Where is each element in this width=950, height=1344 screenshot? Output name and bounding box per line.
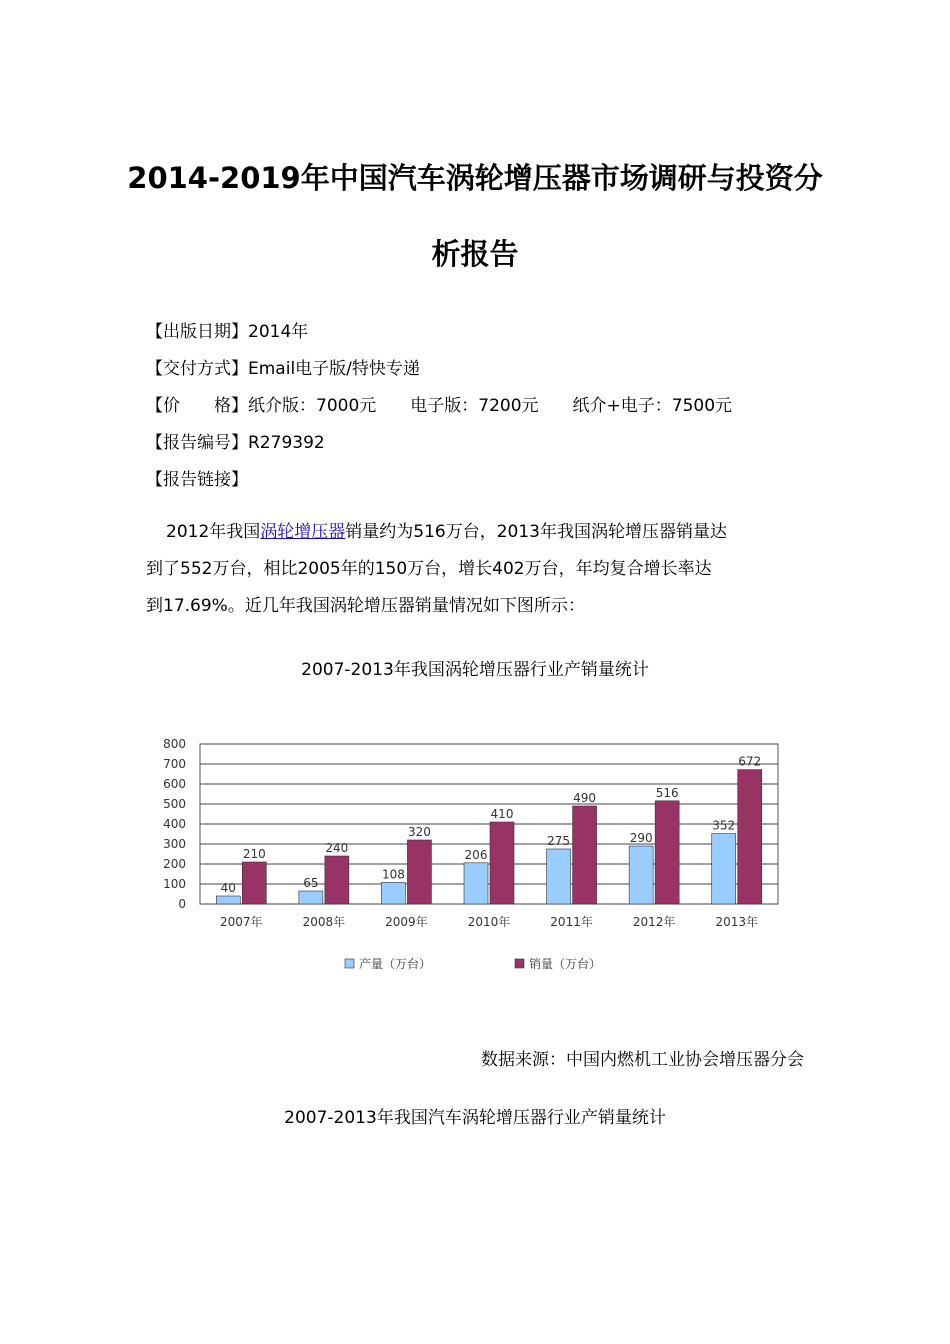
meta-label: 【价 格】 <box>146 396 248 416</box>
meta-value: R279392 <box>248 433 325 453</box>
data-label: 206 <box>464 847 488 862</box>
y-tick-label: 500 <box>163 797 186 811</box>
bar <box>547 849 571 904</box>
bar <box>407 840 431 904</box>
legend-swatch <box>345 959 354 968</box>
bar <box>464 863 488 904</box>
data-label: 320 <box>407 825 431 839</box>
data-label: 290 <box>629 831 653 845</box>
meta-report-link <box>146 465 248 490</box>
x-tick-label: 2012年 <box>632 915 676 929</box>
data-label: 40 <box>220 881 236 895</box>
paragraph-text: 销量约为516万台，2013年我国涡轮增压器销量达 <box>345 522 727 542</box>
bar <box>490 822 514 904</box>
y-tick-label: 100 <box>163 877 186 891</box>
y-tick-label: 300 <box>163 837 186 851</box>
intro-paragraph <box>146 514 826 625</box>
legend-swatch <box>515 959 524 968</box>
meta-label: 【出版日期】 <box>146 322 248 342</box>
data-label: 410 <box>490 807 514 821</box>
meta-price <box>146 391 732 416</box>
bar <box>381 882 405 904</box>
bar <box>216 896 240 904</box>
x-tick-label: 2010年 <box>467 915 511 929</box>
page-title-line-1: 2014-2019年中国汽车涡轮增压器市场调研与投资分 <box>127 161 823 195</box>
chart-caption: 2007-2013年我国涡轮增压器行业产销量统计 <box>301 660 649 680</box>
meta-report-id <box>146 428 325 453</box>
paragraph-text: 2012年我国 <box>166 522 261 542</box>
y-tick-label: 200 <box>163 857 186 871</box>
bar-chart <box>150 728 810 988</box>
x-tick-label: 2013年 <box>715 915 758 929</box>
meta-delivery <box>146 354 420 379</box>
meta-publish-date <box>146 317 308 342</box>
legend-label: 销量（万台） <box>529 957 602 971</box>
meta-label: 【报告链接】 <box>146 470 248 490</box>
data-label: 490 <box>573 791 597 805</box>
data-label: 240 <box>325 841 349 855</box>
y-tick-label: 0 <box>178 897 186 911</box>
y-tick-label: 700 <box>163 757 186 771</box>
turbocharger-link[interactable]: 涡轮增压器 <box>260 522 346 542</box>
bar <box>629 846 653 904</box>
bar <box>738 770 762 904</box>
meta-label: 【交付方式】 <box>146 359 248 379</box>
meta-label: 【报告编号】 <box>146 433 248 453</box>
data-source: 数据来源：中国内燃机工业协会增压器分会 <box>481 1050 804 1070</box>
data-label: 65 <box>303 876 319 890</box>
y-tick-label: 400 <box>163 817 186 831</box>
meta-value: 纸介版：7000元 电子版：7200元 纸介+电子：7500元 <box>248 396 733 416</box>
bar <box>299 891 323 904</box>
meta-value: 2014年 <box>248 322 309 342</box>
table-caption: 2007-2013年我国汽车涡轮增压器行业产销量统计 <box>284 1108 666 1128</box>
y-tick-label: 600 <box>163 777 186 791</box>
bar <box>712 834 736 904</box>
y-tick-label: 800 <box>163 737 186 751</box>
paragraph-line-1 <box>146 514 826 551</box>
bar <box>242 862 266 904</box>
legend-label: 产量（万台） <box>359 957 432 971</box>
bar <box>655 801 679 904</box>
x-tick-label: 2009年 <box>385 915 428 929</box>
x-tick-label: 2008年 <box>302 915 346 929</box>
bar <box>573 806 597 904</box>
data-label: 108 <box>381 867 405 882</box>
x-tick-label: 2011年 <box>550 915 593 929</box>
paragraph-line-3: 到17.69%。近几年我国涡轮增压器销量情况如下图所示： <box>146 596 585 616</box>
data-label: 672 <box>738 754 762 769</box>
x-tick-label: 2007年 <box>220 915 263 929</box>
data-label: 516 <box>655 785 679 800</box>
data-label: 352 <box>712 818 736 833</box>
bar <box>325 856 349 904</box>
paragraph-line-2: 到了552万台，相比2005年的150万台，增长402万台，年均复合增长率达 <box>146 559 712 579</box>
data-label: 210 <box>242 847 266 861</box>
meta-value: Email电子版/特快专递 <box>248 359 420 379</box>
page-title-line-2: 析报告 <box>431 237 519 271</box>
data-label: 275 <box>547 834 571 848</box>
